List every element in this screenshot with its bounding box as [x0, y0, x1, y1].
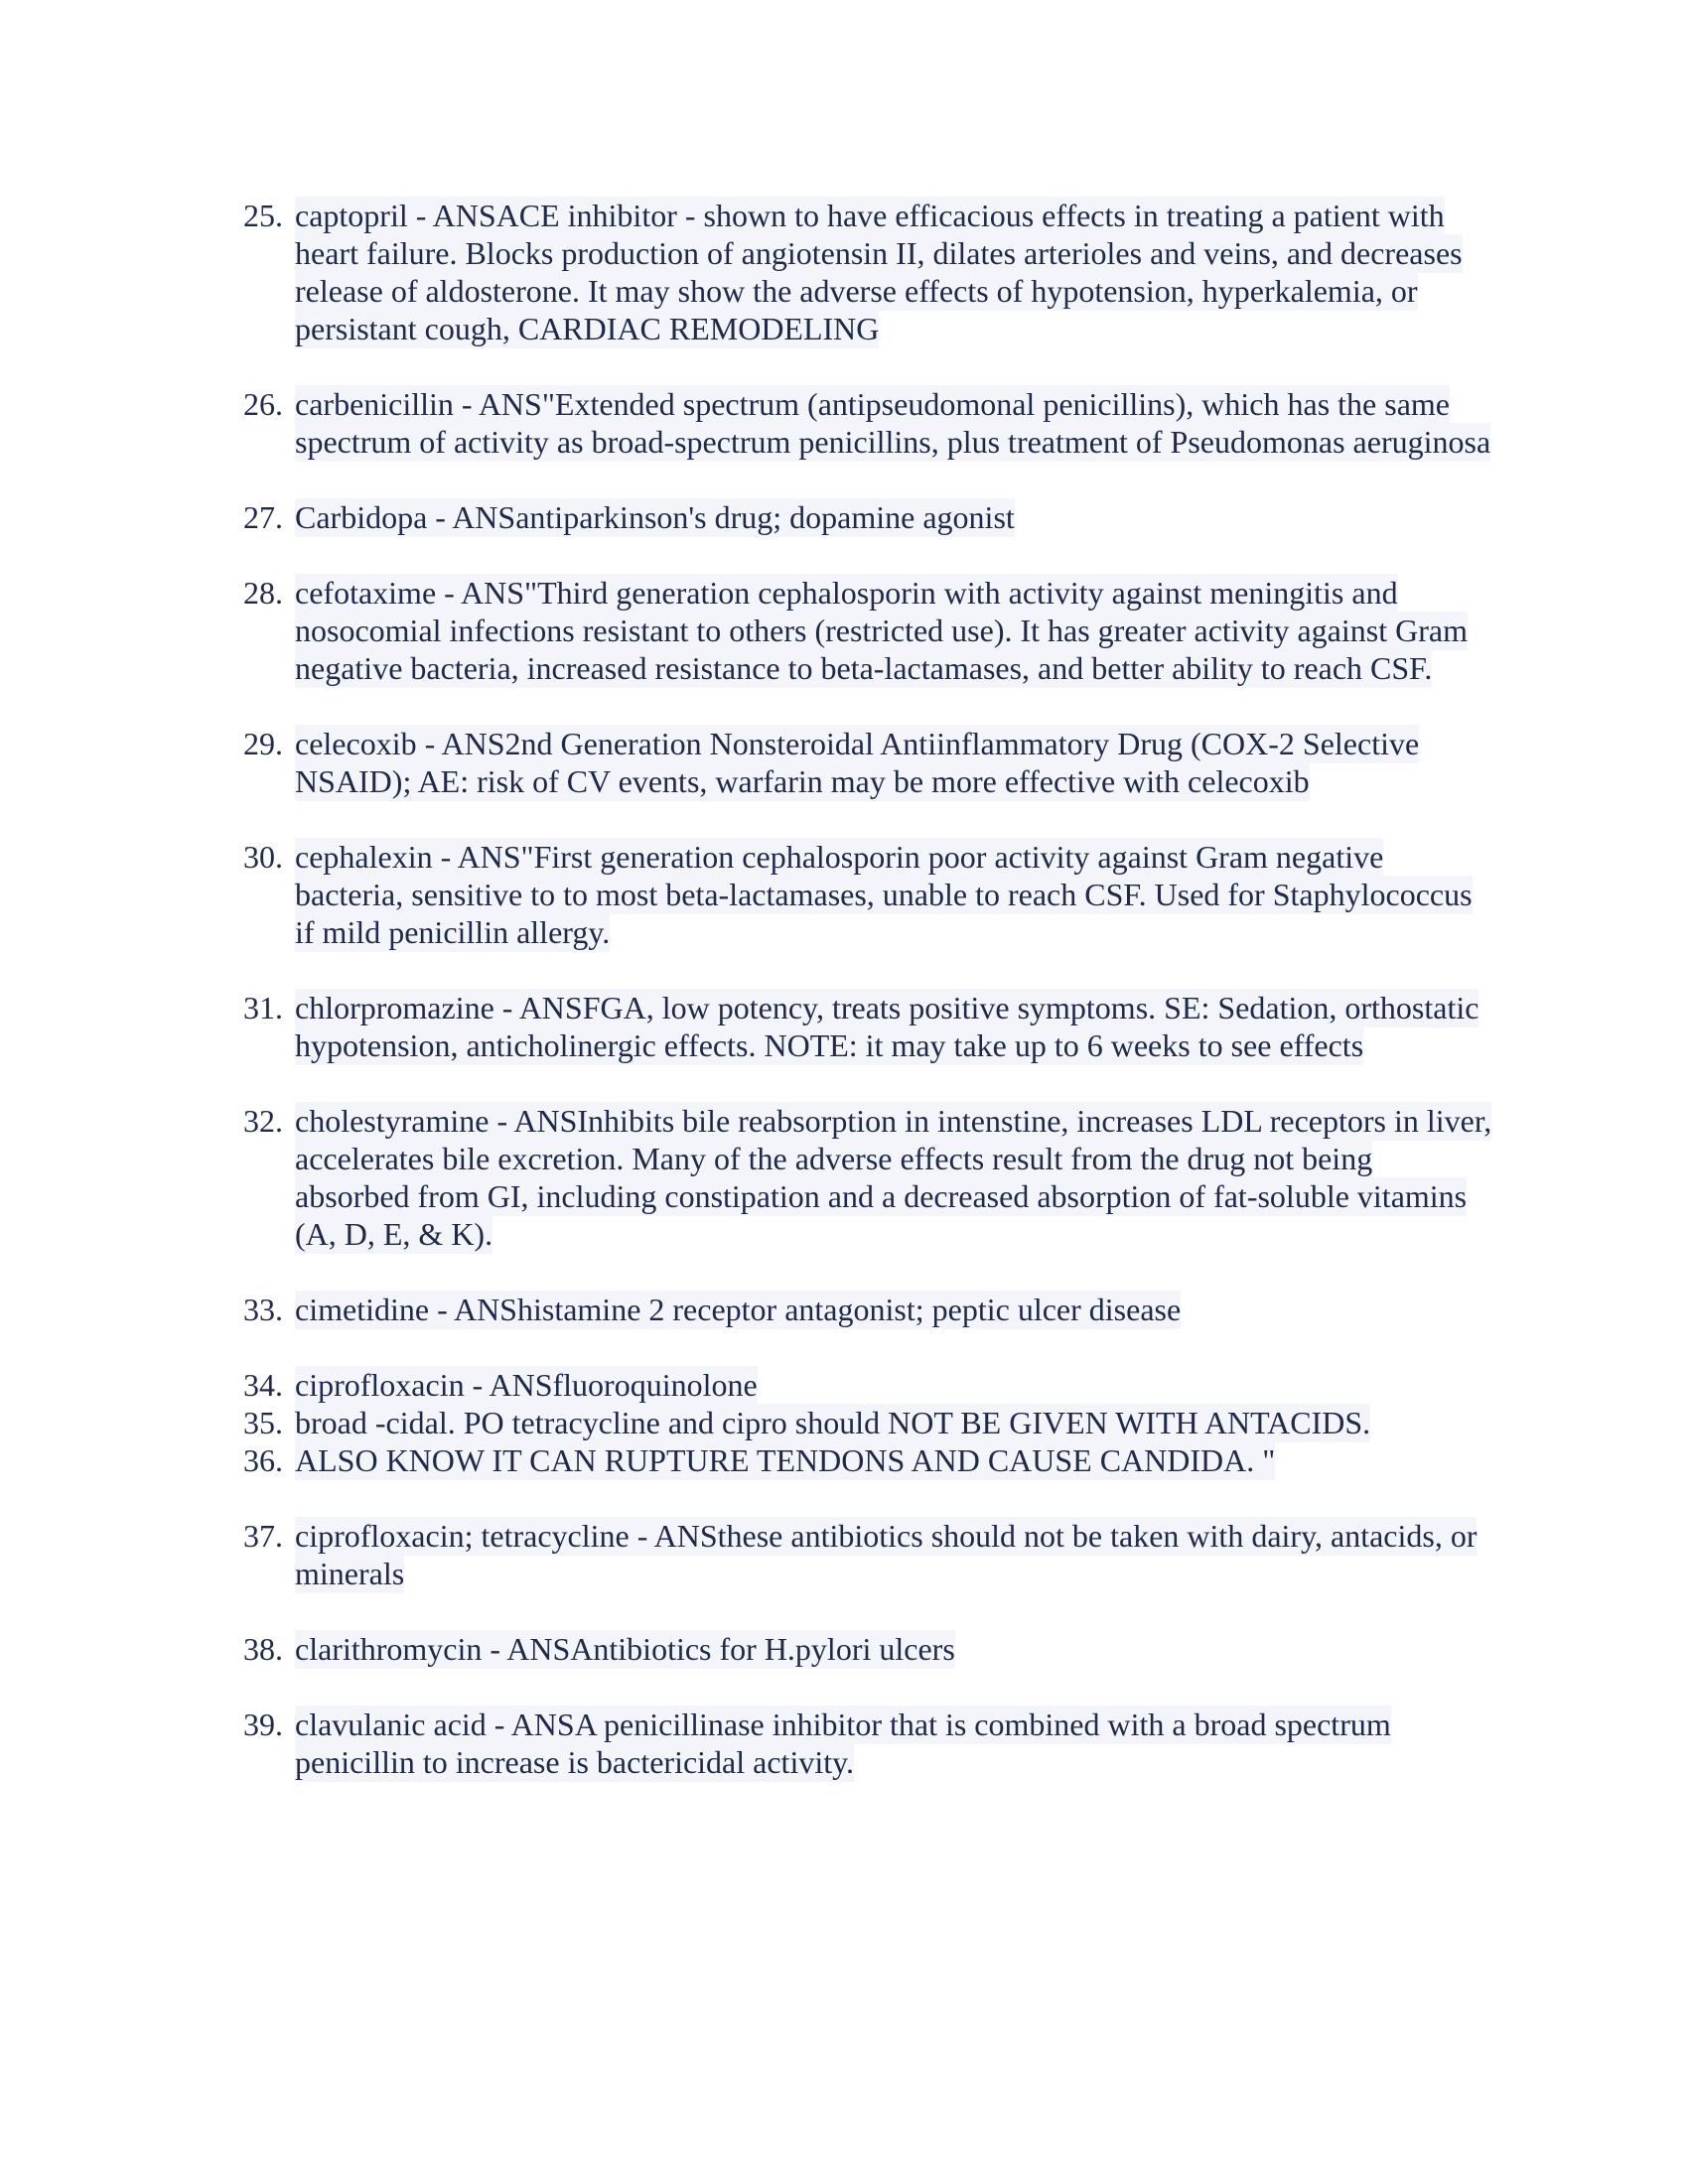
list-item — [243, 1102, 1494, 1253]
list-item — [243, 574, 1494, 687]
item-number: 25. — [243, 198, 283, 233]
item-text: chlorpromazine - ANSFGA, low potency, treats positive symptoms. SE: Sedation, orthostatic hypotension, anticholinergic effects. NOTE: it may take up to 6 weeks to see effects — [295, 990, 1479, 1063]
list-item — [243, 725, 1494, 800]
item-number: 27. — [243, 499, 283, 535]
item-text: ALSO KNOW IT CAN RUPTURE TENDONS AND CAUSE CANDIDA. " — [295, 1442, 1276, 1478]
item-text: clarithromycin - ANSAntibiotics for H.pylori ulcers — [295, 1631, 955, 1667]
list-item — [243, 1291, 1494, 1328]
list-item — [243, 1441, 1494, 1479]
list-item — [243, 1630, 1494, 1668]
item-number: 28. — [243, 575, 283, 611]
item-number: 30. — [243, 839, 283, 875]
list-item — [243, 1366, 1494, 1404]
item-number: 38. — [243, 1631, 283, 1667]
drug-list — [243, 197, 1494, 1781]
item-text: carbenicillin - ANS"Extended spectrum (antipseudomonal penicillins), which has the same spectrum of activity as broad-spectrum penicillins, plus treatment of Pseudomonas aeruginosa — [295, 386, 1491, 460]
item-text: cholestyramine - ANSInhibits bile reabsorption in intenstine, increases LDL receptors in liver, accelerates bile excretion. Many of the adverse effects result from the drug not being absorbed from GI, including constipation and a decreased absorption of fat-soluble vitamins (A, D, E, & K). — [295, 1103, 1492, 1252]
item-number: 33. — [243, 1292, 283, 1327]
item-number: 32. — [243, 1103, 283, 1139]
item-number: 26. — [243, 386, 283, 422]
item-text: cimetidine - ANShistamine 2 receptor antagonist; peptic ulcer disease — [295, 1292, 1182, 1327]
item-text: clavulanic acid - ANSA penicillinase inhibitor that is combined with a broad spectrum penicillin to increase is bactericidal activity. — [295, 1706, 1391, 1780]
item-text: cephalexin - ANS"First generation cephalosporin poor activity against Gram negative bacteria, sensitive to to most beta-lactamases, unable to reach CSF. Used for Staphylococcus if mild penicillin allergy. — [295, 839, 1473, 950]
item-text: cefotaxime - ANS"Third generation cephalosporin with activity against meningitis and nosocomial infections resistant to others (restricted use). It has greater activity against Gram negative bacteria, increased resistance to beta-lactamases, and better ability to reach CSF. — [295, 575, 1468, 686]
list-item — [243, 498, 1494, 536]
item-text: ciprofloxacin - ANSfluoroquinolone — [295, 1367, 758, 1403]
item-number: 35. — [243, 1405, 283, 1440]
list-item — [243, 1404, 1494, 1441]
list-item — [243, 838, 1494, 951]
item-number: 29. — [243, 726, 283, 761]
list-item — [243, 197, 1494, 347]
item-number: 34. — [243, 1367, 283, 1403]
list-item — [243, 989, 1494, 1064]
item-number: 36. — [243, 1442, 283, 1478]
item-text: ciprofloxacin; tetracycline - ANSthese antibiotics should not be taken with dairy, antacids, or minerals — [295, 1518, 1477, 1591]
item-number: 39. — [243, 1706, 283, 1742]
list-item — [243, 1706, 1494, 1781]
item-text: Carbidopa - ANSantiparkinson's drug; dopamine agonist — [295, 499, 1015, 535]
item-number: 37. — [243, 1518, 283, 1554]
item-text: broad -cidal. PO tetracycline and cipro should NOT BE GIVEN WITH ANTACIDS. — [295, 1405, 1371, 1440]
item-text: captopril - ANSACE inhibitor - shown to have efficacious effects in treating a patient with heart failure. Blocks production of angiotensin II, dilates arterioles and veins, and decreases release of aldosterone. It may show the adverse effects of hypotension, hyperkalemia, or persistant cough, CARDIAC REMODELING — [295, 198, 1463, 346]
list-item — [243, 1517, 1494, 1592]
list-item — [243, 385, 1494, 461]
item-text: celecoxib - ANS2nd Generation Nonsteroidal Antiinflammatory Drug (COX-2 Selective NSAID); AE: risk of CV events, warfarin may be more effective with celecoxib — [295, 726, 1420, 799]
item-number: 31. — [243, 990, 283, 1025]
